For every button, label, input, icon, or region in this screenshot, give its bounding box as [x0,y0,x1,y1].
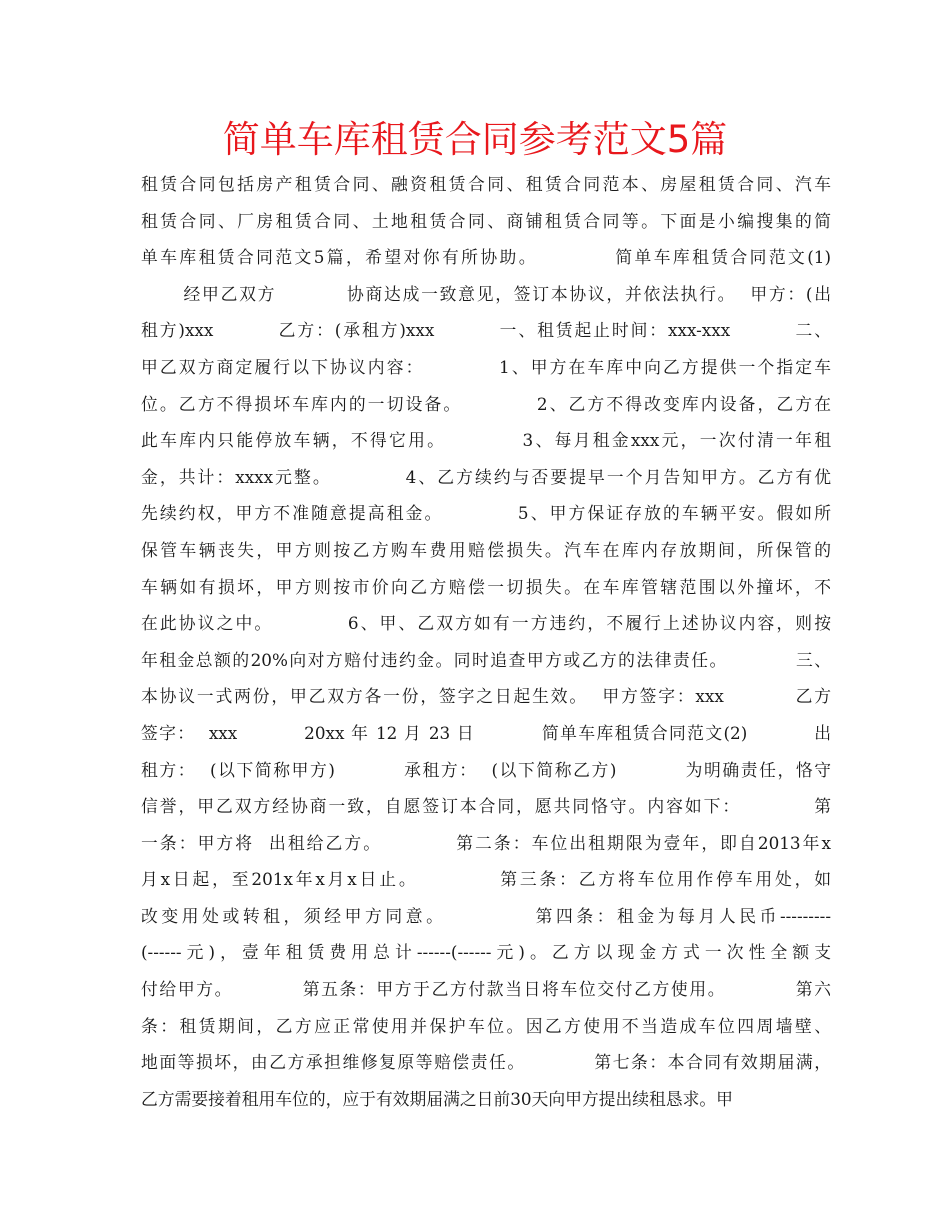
document-body [141,166,831,1117]
body-line: 保管车辆丧失，甲方则按乙方购车费用赔偿损失。汽车在库内存放期间，所保管的 [141,539,831,560]
body-line: 本协议一式两份，甲乙双方各一份，签字之日起生效。 甲方签字：xxx 乙方 [141,686,831,707]
body-line: 乙方需要接着租用车位的，应于有效期届满之日前30天向甲方提出续租恳求。甲 [141,1088,733,1109]
body-line: 甲乙双方商定履行以下协议内容： 1、甲方在车库中向乙方提供一个指定车 [141,356,831,377]
body-line: 租赁合同、厂房租赁合同、土地租赁合同、商铺租赁合同等。下面是小编搜集的简 [141,210,831,231]
body-line: 租赁合同包括房产租赁合同、融资租赁合同、租赁合同范本、房屋租赁合同、汽车 [141,174,831,194]
body-line: 一条：甲方将 出租给乙方。 第二条：车位出租期限为壹年，即自2013年x [141,832,831,853]
body-line: 位。乙方不得损坏车库内的一切设备。 2、乙方不得改变库内设备，乙方在 [141,393,831,414]
body-line: 付给甲方。 第五条：甲方于乙方付款当日将车位交付乙方使用。 第六 [141,979,831,1000]
body-line: 金，共计：xxxx元整。 4、乙方续约与否要提早一个月告知甲方。乙方有优 [141,466,831,487]
body-line: 租方)xxx 乙方：(承租方)xxx 一、租赁起止时间：xxx-xxx 二、 [141,320,831,341]
body-line: 月x日起，至201x年x月x日止。 第三条：乙方将车位用作停车用处，如 [141,869,831,890]
body-line: 租方： (以下简称甲方) 承租方： (以下简称乙方) 为明确责任，恪守 [141,759,831,780]
body-line: 先续约权，甲方不准随意提高租金。 5、甲方保证存放的车辆平安。假如所 [141,503,831,524]
body-line: 车辆如有损坏，甲方则按市价向乙方赔偿一切损失。在车库管辖范围以外撞坏，不 [141,576,831,597]
body-line: 改变用处或转租，须经甲方同意。 第四条：租金为每月人民币--------- [141,905,831,926]
body-line: 此车库内只能停放车辆，不得它用。 3、每月租金xxx元，一次付清一年租 [141,430,831,451]
body-line: 签字： xxx 20xx 年 12 月 23 日 简单车库租赁合同范文(2) 出 [141,722,831,743]
body-line: 年租金总额的20%向对方赔付违约金。同时追查甲方或乙方的法律责任。 三、 [141,649,831,670]
body-line: 条：租赁期间，乙方应正常使用并保护车位。因乙方使用不当造成车位四周墙壁、 [141,1015,831,1036]
body-line: 在此协议之中。 6、甲、乙双方如有一方违约，不履行上述协议内容，则按 [141,613,831,634]
document-title: 简单车库租赁合同参考范文5篇 [222,118,728,161]
body-line: 单车库租赁合同范文5篇，希望对你有所协助。 简单车库租赁合同范文(1) [141,247,831,268]
body-line: 地面等损坏，由乙方承担维修复原等赔偿责任。 第七条：本合同有效期届满， [141,1052,831,1073]
body-line: 信誉，甲乙双方经协商一致，自愿签订本合同，愿共同恪守。内容如下： 第 [141,796,831,817]
body-line: (------元)，壹年租赁费用总计------(------元)。乙方以现金方式一次性全额支 [141,942,831,963]
body-line: 经甲乙双方 协商达成一致意见，签订本协议，并依法执行。 甲方：(出 [141,283,831,304]
